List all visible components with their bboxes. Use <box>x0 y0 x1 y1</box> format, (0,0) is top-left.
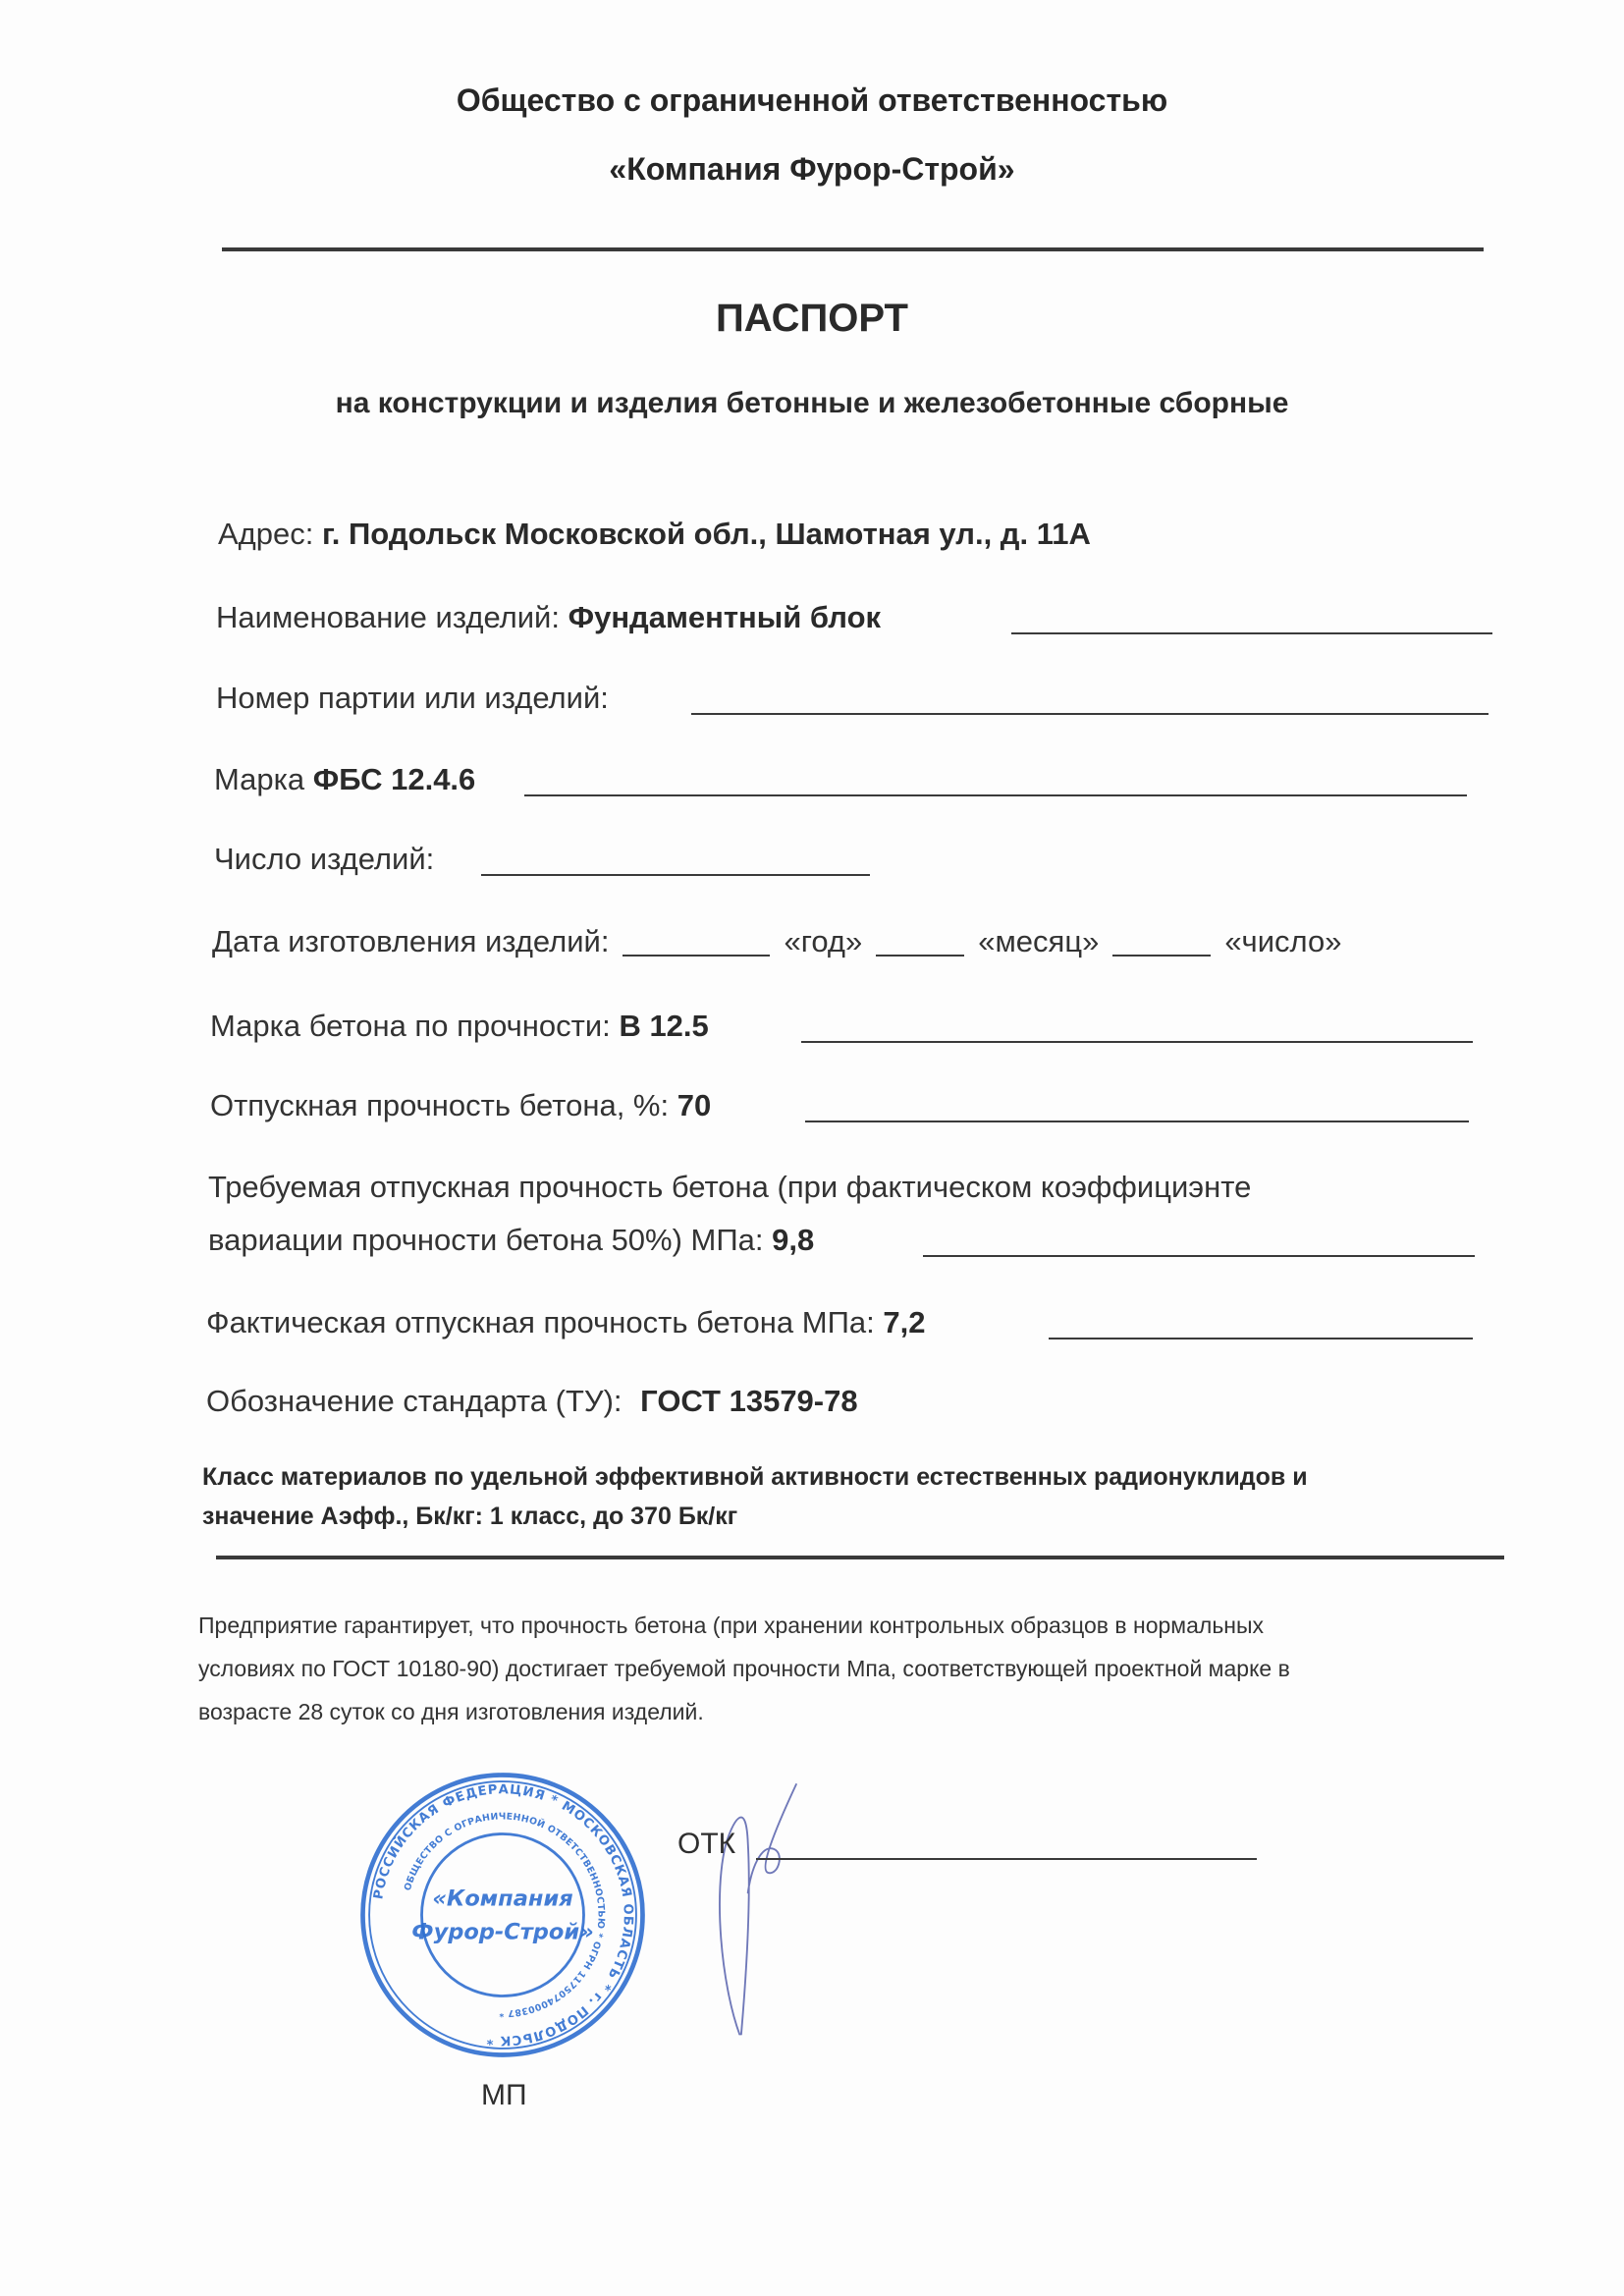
field-quantity <box>214 841 434 878</box>
company-seal-stamp <box>355 1768 650 2062</box>
standard-label: Обозначение стандарта (ТУ): <box>206 1384 623 1418</box>
concrete-grade-fill-line[interactable] <box>801 1041 1473 1043</box>
release-strength-label: Отпускная прочность бетона, %: <box>210 1088 670 1122</box>
concrete-grade-label: Марка бетона по прочности: <box>210 1009 611 1043</box>
standard-value: ГОСТ 13579-78 <box>640 1384 858 1418</box>
date-label: Дата изготовления изделий: <box>212 924 610 958</box>
product-name-fill-line[interactable] <box>1011 632 1492 634</box>
actual-strength-fill-line[interactable] <box>1049 1338 1473 1339</box>
section-divider <box>216 1556 1504 1559</box>
field-required-strength <box>208 1222 814 1259</box>
required-strength-label-line1: Требуемая отпускная прочность бетона (при фактическом коэффициэнте <box>208 1170 1252 1204</box>
quantity-label: Число изделий: <box>214 842 435 876</box>
mp-label: МП <box>481 2079 527 2111</box>
guarantee-line2: условиях по ГОСТ 10180-90) достигает требуемой прочности Мпа, соответствующей проектной марке в <box>198 1656 1290 1681</box>
address-value: г. Подольск Московской обл., Шамотная ул., д. 11А <box>321 517 1091 551</box>
date-month-label: «месяц» <box>978 924 1100 958</box>
date-month-fill-line[interactable] <box>1112 955 1211 957</box>
required-strength-label-line2: вариации прочности бетона 50%) МПа: <box>208 1223 764 1257</box>
concrete-grade-value: В 12.5 <box>619 1009 709 1043</box>
release-strength-value: 70 <box>677 1088 712 1122</box>
brand-label: Марка <box>214 762 305 796</box>
actual-strength-label: Фактическая отпускная прочность бетона МПа: <box>206 1305 875 1339</box>
date-year-label: «год» <box>784 924 863 958</box>
field-product-name <box>216 599 881 636</box>
required-strength-fill-line[interactable] <box>923 1255 1475 1257</box>
seal-center-line1: «Компания <box>432 1886 573 1912</box>
org-name-line1: Общество с ограниченной ответственностью <box>456 82 1168 118</box>
field-brand <box>214 761 475 798</box>
release-strength-fill-line[interactable] <box>805 1121 1469 1122</box>
brand-value: ФБС 12.4.6 <box>312 762 476 796</box>
document-subtitle: на конструкции и изделия бетонные и железобетонные сборные <box>335 387 1289 419</box>
seal-center-line2: Фурор-Строй» <box>411 1919 594 1945</box>
date-year-fill-line[interactable] <box>876 955 964 957</box>
org-name-line2: «Компания Фурор-Строй» <box>609 151 1015 187</box>
guarantee-line3: возрасте 28 суток со дня изготовления изделий. <box>198 1699 704 1724</box>
field-standard <box>206 1383 858 1420</box>
field-batch-number <box>216 680 609 717</box>
guarantee-line1: Предприятие гарантирует, что прочность бетона (при хранении контрольных образцов в нормальных <box>198 1613 1265 1638</box>
product-name-value: Фундаментный блок <box>568 600 882 634</box>
otk-signature-line[interactable] <box>756 1858 1257 1860</box>
field-manufacture-date <box>212 923 1341 960</box>
address-label: Адрес: <box>218 517 314 551</box>
actual-strength-value: 7,2 <box>883 1305 926 1339</box>
date-day-label: «число» <box>1224 924 1342 958</box>
quantity-fill-line[interactable] <box>481 874 870 876</box>
radionuclide-class-line1: Класс материалов по удельной эффективной активности естественных радионуклидов и <box>202 1463 1308 1491</box>
handwritten-signature <box>687 1768 805 2043</box>
batch-number-fill-line[interactable] <box>691 713 1489 715</box>
field-address <box>218 516 1091 553</box>
required-strength-value: 9,8 <box>772 1223 815 1257</box>
date-fill-line[interactable] <box>623 955 770 957</box>
product-name-label: Наименование изделий: <box>216 600 560 634</box>
field-release-strength <box>210 1087 711 1124</box>
radionuclide-class-line2: значение Аэфф., Бк/кг: 1 класс, до 370 Бк/кг <box>202 1503 738 1530</box>
field-concrete-grade <box>210 1008 709 1045</box>
seal-inner-text: ОБЩЕСТВО С ОГРАНИЧЕННОЙ ОТВЕТСТВЕННОСТЬЮ * ОГРН 1175074000387 * <box>402 1811 607 2019</box>
header-divider <box>222 247 1484 251</box>
brand-fill-line[interactable] <box>524 794 1467 796</box>
seal-outer-text: РОССИЙСКАЯ ФЕДЕРАЦИЯ * МОСКОВСКАЯ ОБЛАСТЬ * г. ПОДОЛЬСК * <box>371 1782 635 2048</box>
document-title: ПАСПОРТ <box>716 297 908 340</box>
otk-label: ОТК <box>677 1828 736 1860</box>
batch-number-label: Номер партии или изделий: <box>216 681 609 715</box>
field-actual-strength <box>206 1304 925 1341</box>
